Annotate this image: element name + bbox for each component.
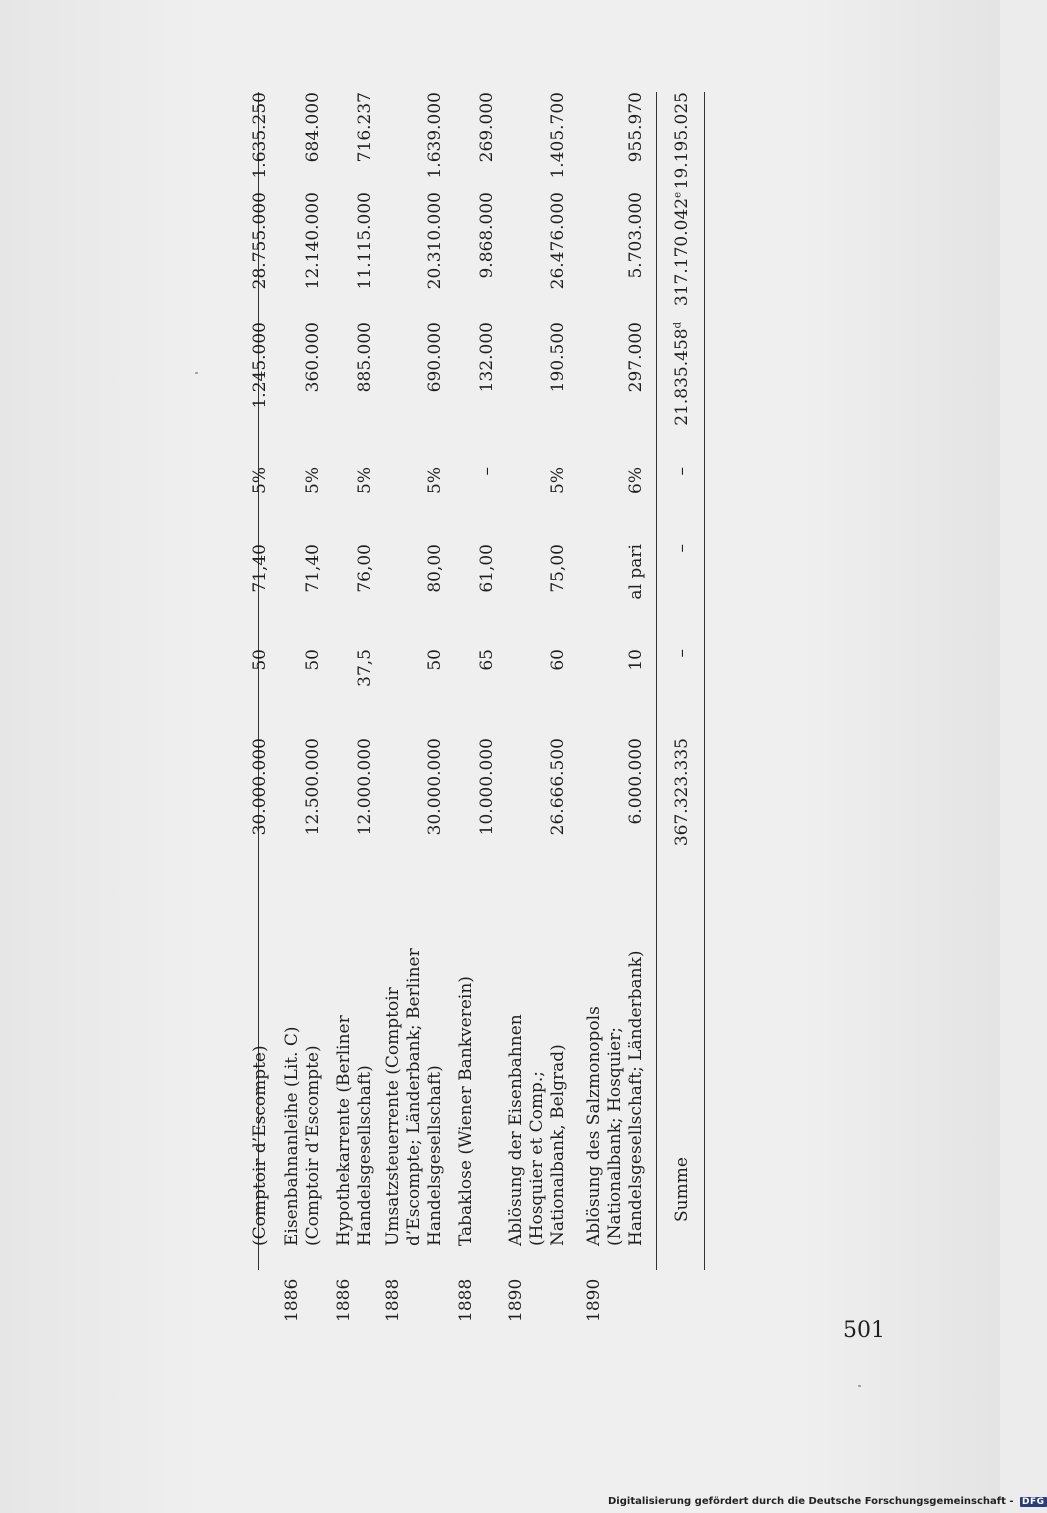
scan-speck bbox=[195, 372, 198, 374]
row-nominal: 30.000.000 bbox=[425, 738, 445, 836]
sum-col-f: 19.195.025 bbox=[672, 92, 692, 190]
row-col-b: 71,40 bbox=[250, 544, 270, 593]
sum-nominal: 367.323.335 bbox=[672, 738, 692, 847]
row-col-e: 12.140.000 bbox=[303, 192, 323, 290]
row-col-b: 76,00 bbox=[355, 544, 375, 593]
row-col-c: 5% bbox=[425, 467, 445, 494]
row-col-b: 80,00 bbox=[425, 544, 445, 593]
row-description: Ablösung des Salzmonopols (Nationalbank; Hosquier; Handelsgesellschaft; Länderbank) bbox=[584, 950, 646, 1246]
row-col-a: 50 bbox=[303, 649, 323, 671]
row-col-f: 1.639.000 bbox=[425, 92, 445, 179]
digitization-footer bbox=[608, 1496, 1047, 1507]
row-col-d: 1.245.000 bbox=[250, 322, 270, 409]
row-year: 1888 bbox=[456, 1278, 476, 1322]
row-col-d: 885.000 bbox=[355, 322, 375, 393]
row-nominal: 26.666.500 bbox=[548, 738, 568, 836]
footer-text: Digitalisierung gefördert durch die Deutsche Forschungsgemeinschaft - bbox=[608, 1496, 1014, 1507]
row-col-d: 190.500 bbox=[548, 322, 568, 393]
sum-col-d bbox=[672, 322, 693, 450]
row-col-d: 690.000 bbox=[425, 322, 445, 393]
table-rule-sum bbox=[656, 92, 657, 1270]
row-col-c: – bbox=[477, 467, 497, 476]
row-nominal: 10.000.000 bbox=[477, 738, 497, 836]
row-col-f: 955.970 bbox=[626, 92, 646, 163]
row-description: Ablösung der Eisenbahnen (Hosquier et Comp.; Nationalbank, Belgrad) bbox=[506, 1014, 568, 1246]
row-col-c: 5% bbox=[355, 467, 375, 494]
row-col-c: 5% bbox=[548, 467, 568, 494]
row-col-e: 20.310.000 bbox=[425, 192, 445, 290]
row-col-a: 10 bbox=[626, 649, 646, 671]
row-col-a: 50 bbox=[425, 649, 445, 671]
row-col-a: 60 bbox=[548, 649, 568, 671]
sum-col-c: – bbox=[672, 467, 692, 476]
row-year: 1886 bbox=[334, 1278, 354, 1322]
row-col-b: 71,40 bbox=[303, 544, 323, 593]
row-year: 1890 bbox=[506, 1278, 526, 1322]
row-col-d: 360.000 bbox=[303, 322, 323, 393]
row-col-f: 1.405.700 bbox=[548, 92, 568, 179]
row-description: Umsatzsteuerrente (Comptoir d’Escompte; Länderbank; Berliner Handelsgesellschaft) bbox=[383, 948, 445, 1246]
sum-col-d-value: 21.835.458 bbox=[672, 328, 692, 426]
footnote-mark-e: e bbox=[672, 192, 684, 198]
row-col-e: 28.755.000 bbox=[250, 192, 270, 290]
row-col-e: 26.476.000 bbox=[548, 192, 568, 290]
row-col-e: 11.115.000 bbox=[355, 192, 375, 290]
row-col-e: 5.703.000 bbox=[626, 192, 646, 279]
row-nominal: 12.000.000 bbox=[355, 738, 375, 836]
row-col-d: 297.000 bbox=[626, 322, 646, 393]
row-nominal: 30.000.000 bbox=[250, 738, 270, 836]
page-number: 501 bbox=[843, 1318, 885, 1343]
row-col-f: 716.237 bbox=[355, 92, 375, 163]
sum-col-e-value: 317.170.042 bbox=[672, 197, 692, 307]
sum-col-e bbox=[672, 192, 693, 322]
row-col-f: 684.000 bbox=[303, 92, 323, 163]
row-col-c: 6% bbox=[626, 467, 646, 494]
row-col-f: 1.635.250 bbox=[250, 92, 270, 179]
row-year: 1888 bbox=[383, 1278, 403, 1322]
row-col-b: 75,00 bbox=[548, 544, 568, 593]
row-description: Eisenbahnanleihe (Lit. C) (Comptoir d’Escompte) bbox=[282, 1026, 323, 1246]
row-year: 1890 bbox=[584, 1278, 604, 1322]
footnote-mark-d: d bbox=[672, 322, 684, 329]
sum-col-a: – bbox=[672, 649, 692, 658]
rotated-table bbox=[250, 92, 710, 1322]
row-col-a: 37,5 bbox=[355, 649, 375, 687]
row-nominal: 12.500.000 bbox=[303, 738, 323, 836]
sum-label: Summe bbox=[672, 1157, 692, 1222]
sum-col-b: – bbox=[672, 544, 692, 553]
row-year: 1886 bbox=[282, 1278, 302, 1322]
row-col-c: 5% bbox=[303, 467, 323, 494]
row-col-f: 269.000 bbox=[477, 92, 497, 163]
row-col-b: 61,00 bbox=[477, 544, 497, 593]
scan-speck bbox=[858, 1385, 861, 1387]
row-description: Hypothekarrente (Berliner Handelsgesellschaft) bbox=[334, 1015, 375, 1246]
row-col-e: 9.868.000 bbox=[477, 192, 497, 279]
row-col-d: 132.000 bbox=[477, 322, 497, 393]
row-col-a: 50 bbox=[250, 649, 270, 671]
row-description: (Comptoir d’Escompte) bbox=[250, 1045, 270, 1246]
dfg-logo: DFG bbox=[1022, 1497, 1045, 1507]
row-col-a: 65 bbox=[477, 649, 497, 671]
row-description: Tabaklose (Wiener Bankverein) bbox=[456, 976, 476, 1246]
row-nominal: 6.000.000 bbox=[626, 738, 646, 825]
row-col-b: al pari bbox=[626, 544, 646, 600]
row-col-c: 5% bbox=[250, 467, 270, 494]
table-rule-bottom bbox=[704, 92, 705, 1270]
